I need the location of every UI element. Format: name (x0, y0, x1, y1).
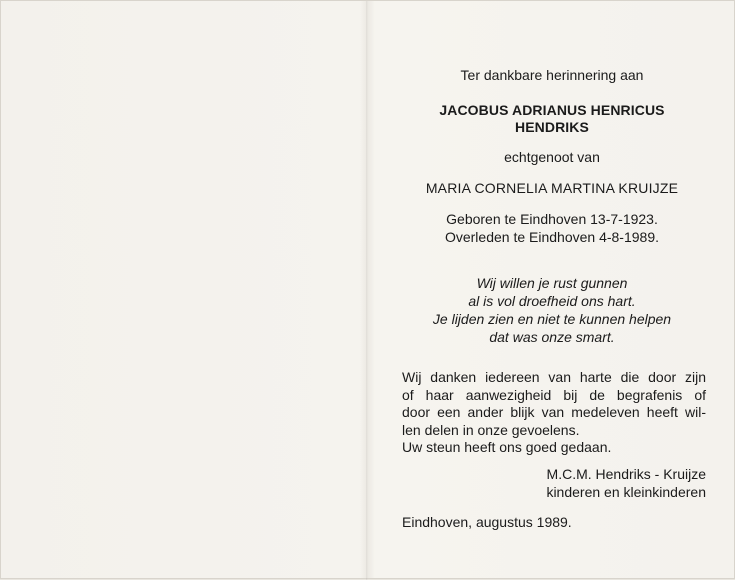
birth-line: Geboren te Eindhoven 13-7-1923. (446, 211, 658, 227)
signature-line: kinderen en kleinkinderen (546, 484, 706, 500)
poem-line: Wij willen je rust gunnen (476, 275, 628, 291)
signature-line: M.C.M. Hendriks - Kruijze (546, 466, 706, 482)
signature (508, 465, 706, 501)
thanks-line: len delen in onze gevoelens. (402, 421, 580, 438)
left-page-blank (1, 1, 366, 580)
thanks-line: Wij danken iedereen van harte die door zijn (402, 369, 706, 385)
deceased-name (368, 102, 735, 136)
poem (368, 275, 735, 347)
intro-text: Ter dankbare herinnering aan (460, 67, 644, 83)
spouse-name: MARIA CORNELIA MARTINA KRUIJZE (425, 180, 679, 196)
deceased-name-line1: JACOBUS ADRIANUS HENRICUS (439, 102, 665, 118)
right-page (368, 1, 735, 580)
deceased-name-line2: HENDRIKS (515, 119, 589, 135)
thanks-paragraph (402, 369, 706, 457)
thanks-line: door een ander blijk van medeleven heeft wil- (402, 404, 706, 420)
place-date: Eindhoven, augustus 1989. (402, 514, 572, 530)
death-line: Overleden te Eindhoven 4-8-1989. (444, 229, 660, 245)
poem-line: Je lijden zien en niet te kunnen helpen (432, 311, 672, 327)
thanks-line: of haar aanwezigheid bij de begrafenis of (402, 386, 706, 403)
spouse-label: echtgenoot van (504, 149, 600, 165)
poem-line: al is vol droefheid ons hart. (468, 293, 636, 309)
thanks-line: Uw steun heeft ons goed gedaan. (402, 439, 612, 455)
poem-line: dat was onze smart. (489, 329, 615, 345)
